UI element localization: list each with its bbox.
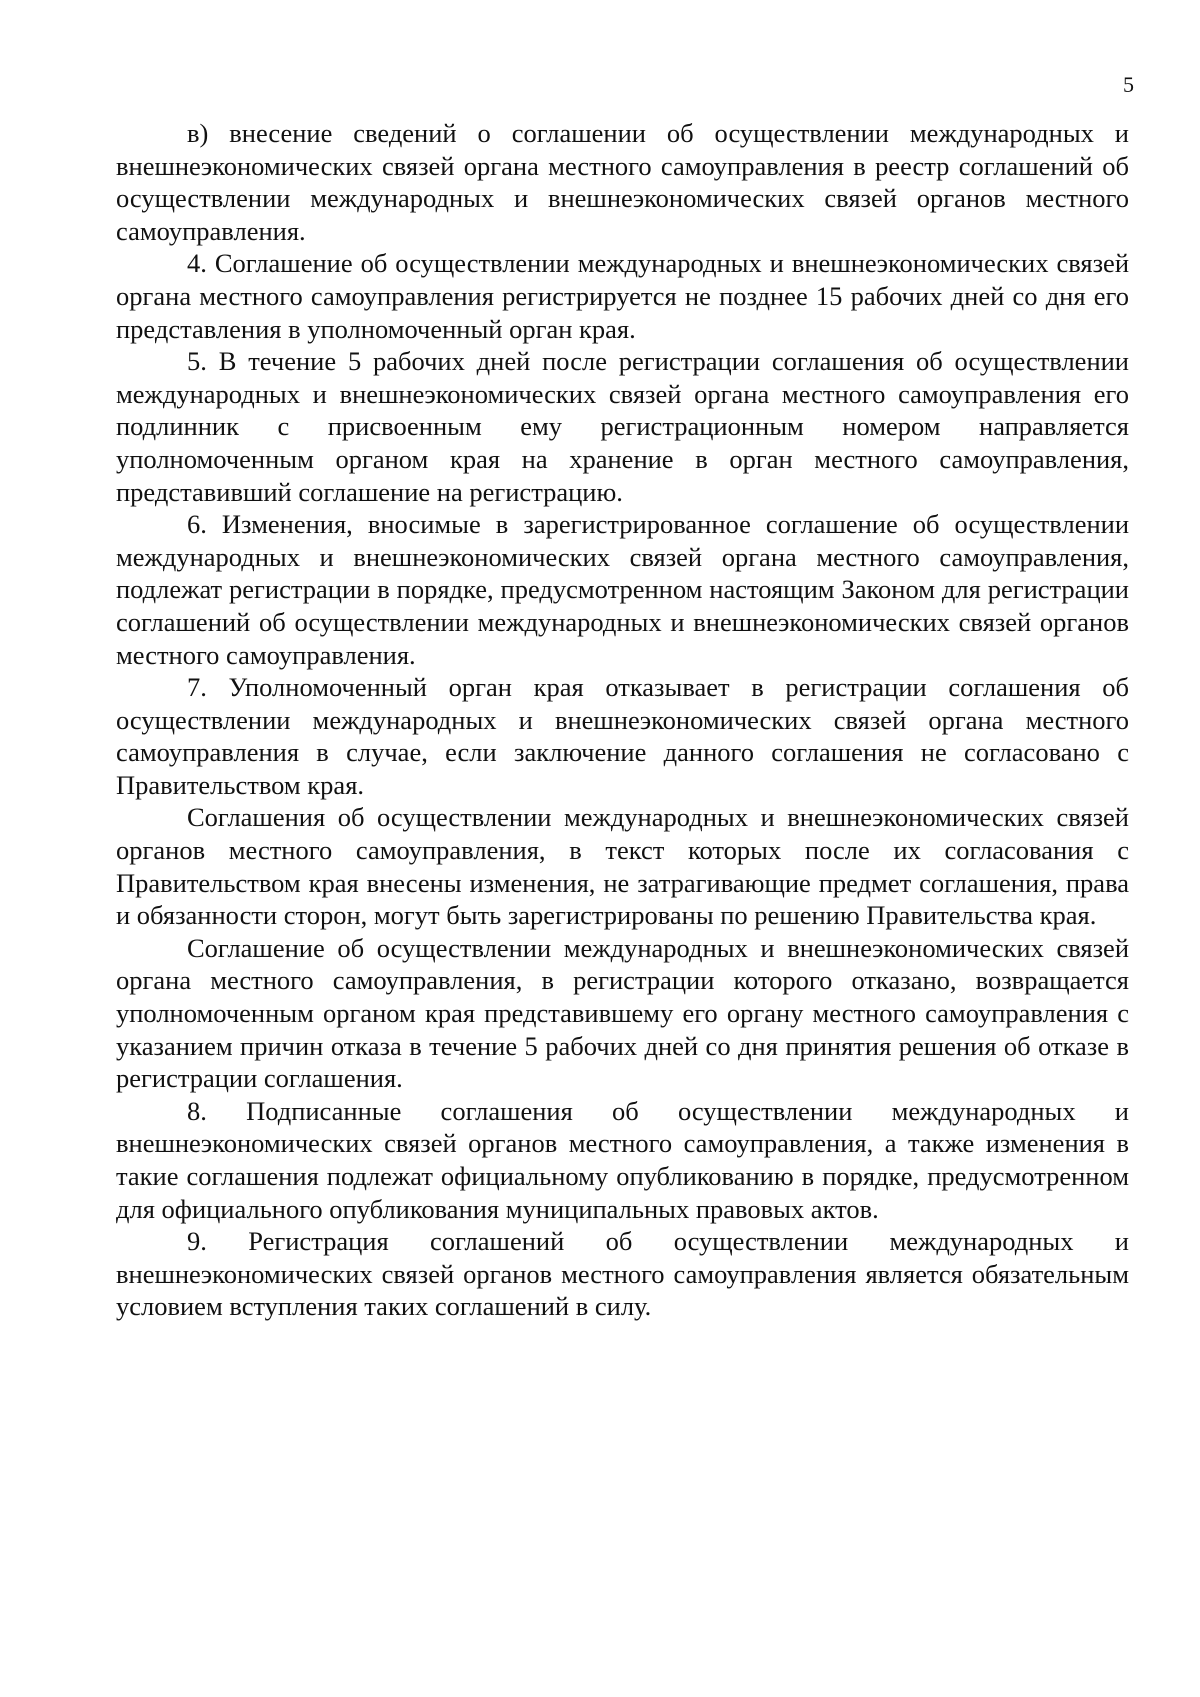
paragraph-8: 8. Подписанные соглашения об осуществлении международных и внешнеэкономических связей органов местного самоуправления, а также изменения в такие соглашения подлежат официальному опубликованию в порядке, предусмотренном для официального опубликования муниципальных правовых актов. [116, 1095, 1129, 1224]
document-body [116, 117, 1129, 1323]
paragraph-7-part-3: Соглашение об осуществлении международных и внешнеэкономических связей органа местного самоуправления, в регистрации которого отказано, возвращается уполномоченным органом края представившему его органу местного самоуправления с указанием причин отказа в течение 5 рабочих дней со дня принятия решения об отказе в регистрации соглашения. [116, 932, 1129, 1094]
paragraph-5: 5. В течение 5 рабочих дней после регистрации соглашения об осуществлении международных и внешнеэкономических связей органа местного самоуправления его подлинник с присвоенным ему регистрационным номером направляется уполномоченным органом края на хранение в орган местного самоуправления, представивший соглашение на регистрацию. [116, 346, 1129, 507]
paragraph-7-part-2: Соглашения об осуществлении международных и внешнеэкономических связей органов местного самоуправления, в текст которых после их согласования с Правительством края внесены изменения, не затрагивающие предмет соглашения, права и обязанности сторон, могут быть зарегистрированы по решению Правительства края. [116, 802, 1129, 931]
paragraph-6: 6. Изменения, вносимые в зарегистрированное соглашение об осуществлении международных и внешнеэкономических связей органа местного самоуправления, подлежат регистрации в порядке, предусмотренном настоящим Законом для регистрации соглашений об осуществлении международных и внешнеэкономических связей органов местного самоуправления. [116, 509, 1129, 670]
paragraph-3v: в) внесение сведений о соглашении об осуществлении международных и внешнеэкономических связей органа местного самоуправления в реестр соглашений об осуществлении международных и внешнеэкономических связей органов местного самоуправления. [116, 118, 1129, 246]
paragraph-4: 4. Соглашение об осуществлении международных и внешнеэкономических связей органа местного самоуправления регистрируется не позднее 15 рабочих дней со дня его представления в уполномоченный орган края. [116, 248, 1129, 344]
paragraph-9: 9. Регистрация соглашений об осуществлении международных и внешнеэкономических связей органов местного самоуправления является обязательным условием вступления таких соглашений в силу. [116, 1226, 1129, 1322]
paragraph-7: 7. Уполномоченный орган края отказывает в регистрации соглашения об осуществлении международных и внешнеэкономических связей органа местного самоуправления в случае, если заключение данного соглашения не согласовано с Правительством края. [116, 672, 1129, 800]
page-number: 5 [1123, 72, 1134, 97]
